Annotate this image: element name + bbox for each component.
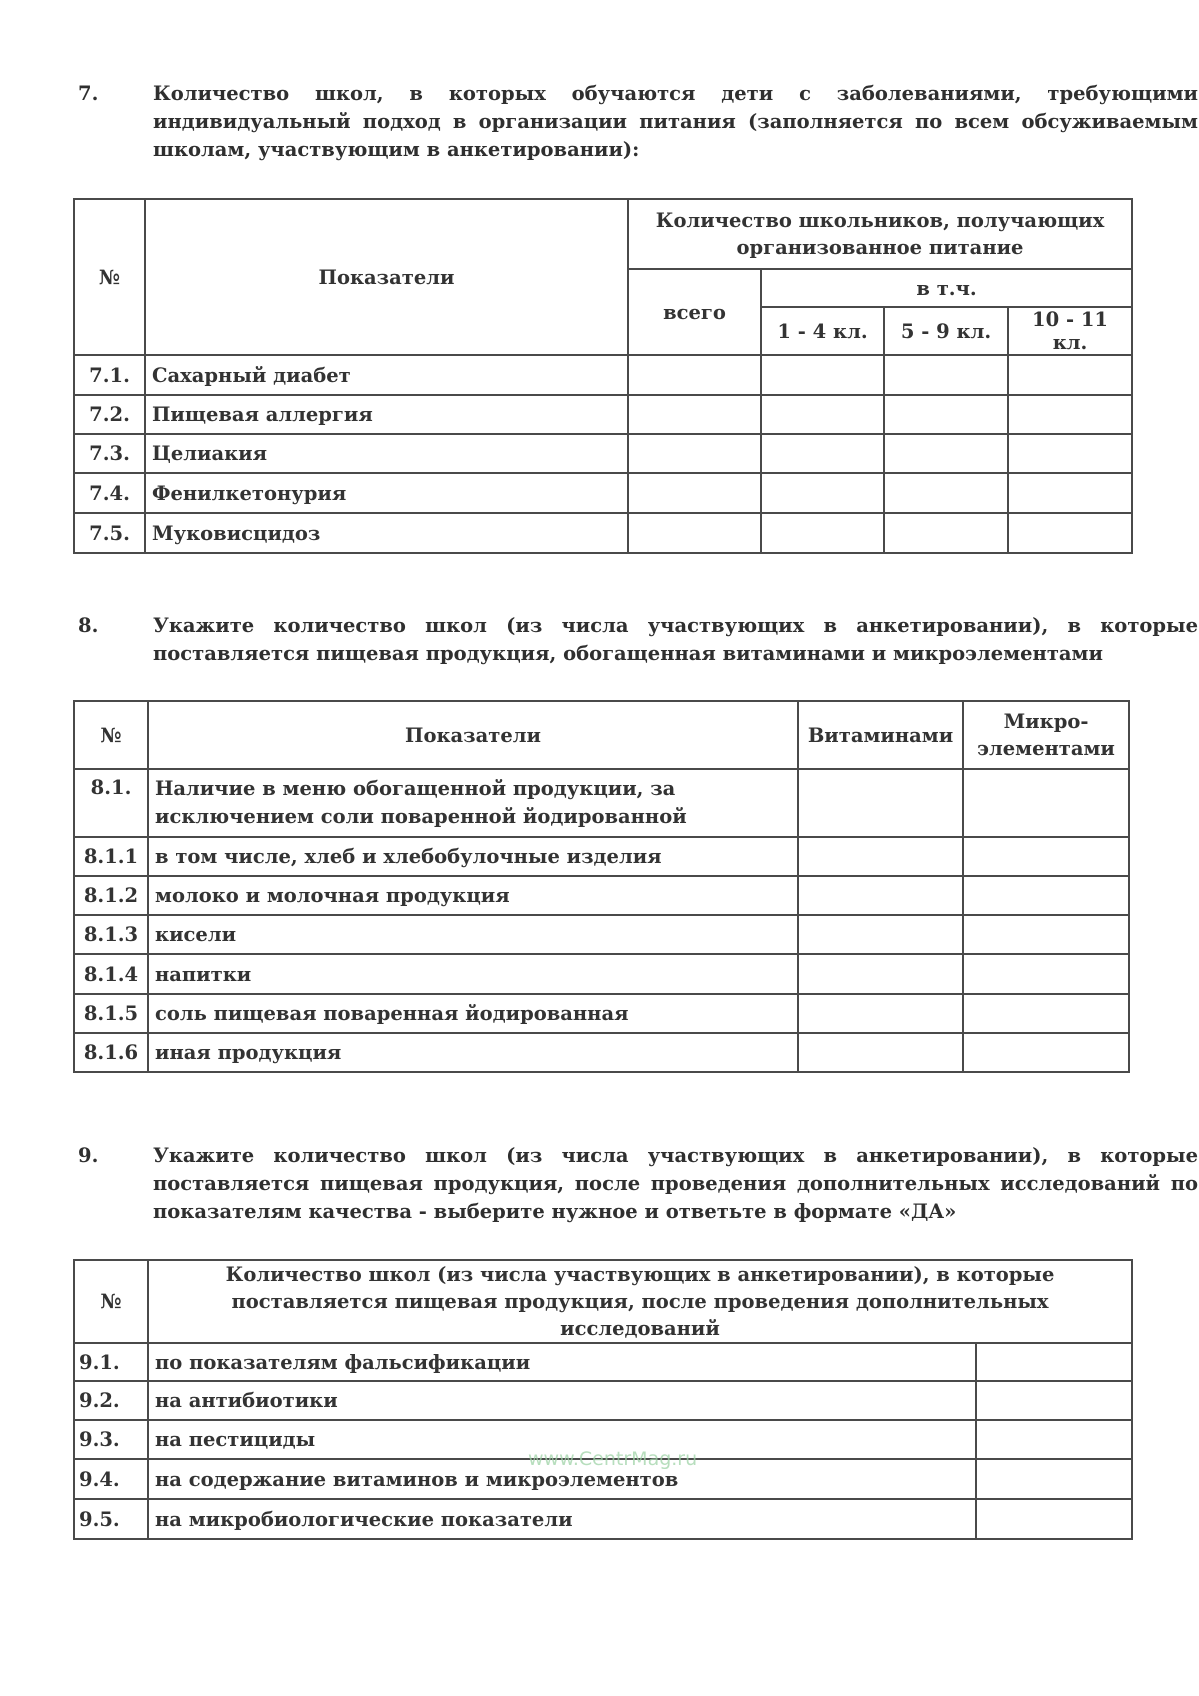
- col-header-grade-10-11: 10 - 11 кл.: [1008, 307, 1132, 355]
- input-cell[interactable]: [761, 355, 884, 395]
- question-number: 8.: [78, 614, 99, 637]
- table-q8: [73, 700, 1130, 1073]
- input-cell[interactable]: [884, 355, 1008, 395]
- row-number: 8.1.3: [74, 915, 148, 954]
- table-row: [74, 1499, 1132, 1539]
- input-cell[interactable]: [628, 355, 761, 395]
- row-label: Целиакия: [145, 434, 628, 473]
- row-label: на антибиотики: [148, 1381, 976, 1420]
- col-header-total: всего: [628, 269, 761, 355]
- input-cell[interactable]: [963, 994, 1129, 1033]
- input-cell[interactable]: [963, 876, 1129, 915]
- table-row: [74, 1343, 1132, 1381]
- table-row: [74, 876, 1129, 915]
- row-number: 9.4.: [74, 1459, 148, 1499]
- row-label: в том числе, хлеб и хлебобулочные изделия: [148, 837, 798, 876]
- row-number: 9.3.: [74, 1420, 148, 1459]
- input-cell[interactable]: [1008, 513, 1132, 553]
- col-header-no: №: [74, 701, 148, 769]
- input-cell[interactable]: [884, 395, 1008, 434]
- col-header-title: Количество школ (из числа участвующих в анкетировании), в которые поставляется пищевая продукция, после проведения дополнительных исследований: [148, 1260, 1132, 1343]
- row-number: 7.5.: [74, 513, 145, 553]
- input-cell[interactable]: [761, 513, 884, 553]
- input-cell[interactable]: [761, 473, 884, 513]
- input-cell[interactable]: [1008, 434, 1132, 473]
- table-row: [74, 954, 1129, 994]
- row-number: 8.1.2: [74, 876, 148, 915]
- input-cell[interactable]: [1008, 395, 1132, 434]
- row-label: Муковисцидоз: [145, 513, 628, 553]
- row-number: 8.1.4: [74, 954, 148, 994]
- input-cell[interactable]: [628, 513, 761, 553]
- table-q9: [73, 1259, 1133, 1540]
- row-label: Наличие в меню обогащенной продукции, за исключением соли поваренной йодированной: [148, 769, 798, 837]
- input-cell[interactable]: [963, 915, 1129, 954]
- input-cell[interactable]: [963, 837, 1129, 876]
- row-number: 7.2.: [74, 395, 145, 434]
- row-label: молоко и молочная продукция: [148, 876, 798, 915]
- input-cell[interactable]: [798, 954, 963, 994]
- question-text: Укажите количество школ (из числа участвующих в анкетировании), в которые поставляется пищевая продукция, обогащенная витаминами и микроэлементами: [153, 614, 1198, 665]
- input-cell[interactable]: [976, 1420, 1132, 1459]
- input-cell[interactable]: [976, 1381, 1132, 1420]
- input-cell[interactable]: [628, 473, 761, 513]
- row-label: кисели: [148, 915, 798, 954]
- table-row: [74, 395, 1132, 434]
- row-number: 8.1.1: [74, 837, 148, 876]
- row-label: на микробиологические показатели: [148, 1499, 976, 1539]
- row-label: на содержание витаминов и микроэлементов: [148, 1459, 976, 1499]
- table-row: [74, 994, 1129, 1033]
- row-label: по показателям фальсификации: [148, 1343, 976, 1381]
- input-cell[interactable]: [884, 473, 1008, 513]
- question-text: Укажите количество школ (из числа участвующих в анкетировании), в которые поставляется пищевая продукция, после проведения дополнительных исследований по показателям качества - выберите нужное и ответьте в формате «ДА»: [153, 1144, 1198, 1223]
- input-cell[interactable]: [628, 395, 761, 434]
- col-header-group: Количество школьников, получающих организованное питание: [628, 199, 1132, 269]
- row-number: 9.5.: [74, 1499, 148, 1539]
- input-cell[interactable]: [798, 837, 963, 876]
- row-number: 8.1.6: [74, 1033, 148, 1072]
- input-cell[interactable]: [963, 769, 1129, 837]
- input-cell[interactable]: [976, 1459, 1132, 1499]
- input-cell[interactable]: [963, 1033, 1129, 1072]
- col-header-incl: в т.ч.: [761, 269, 1132, 307]
- input-cell[interactable]: [884, 513, 1008, 553]
- input-cell[interactable]: [963, 954, 1129, 994]
- input-cell[interactable]: [976, 1499, 1132, 1539]
- table-row: [74, 915, 1129, 954]
- table-q7: [73, 198, 1133, 554]
- row-label: напитки: [148, 954, 798, 994]
- table-row: [74, 434, 1132, 473]
- input-cell[interactable]: [798, 876, 963, 915]
- input-cell[interactable]: [761, 434, 884, 473]
- question-text: Количество школ, в которых обучаются дети с заболеваниями, требующими индивидуальный подход в организации питания (заполняется по всем обсуживаемым школам, участвующим в анкетировании):: [153, 82, 1198, 161]
- col-header-vitamins: Витаминами: [798, 701, 963, 769]
- row-label: соль пищевая поваренная йодированная: [148, 994, 798, 1033]
- input-cell[interactable]: [798, 915, 963, 954]
- col-header-indicators: Показатели: [148, 701, 798, 769]
- col-header-grade-1-4: 1 - 4 кл.: [761, 307, 884, 355]
- row-label: Фенилкетонурия: [145, 473, 628, 513]
- row-label: Пищевая аллергия: [145, 395, 628, 434]
- row-label: Сахарный диабет: [145, 355, 628, 395]
- row-number: 9.1.: [74, 1343, 148, 1381]
- col-header-no: №: [74, 1260, 148, 1343]
- input-cell[interactable]: [884, 434, 1008, 473]
- table-row: [74, 513, 1132, 553]
- row-number: 8.1.: [74, 769, 148, 837]
- question-number: 9.: [78, 1144, 99, 1167]
- watermark: www.CentrMag.ru: [528, 1448, 698, 1470]
- input-cell[interactable]: [1008, 473, 1132, 513]
- col-header-no: №: [74, 199, 145, 355]
- input-cell[interactable]: [798, 769, 963, 837]
- col-header-grade-5-9: 5 - 9 кл.: [884, 307, 1008, 355]
- input-cell[interactable]: [1008, 355, 1132, 395]
- table-row: [74, 473, 1132, 513]
- col-header-indicators: Показатели: [145, 199, 628, 355]
- input-cell[interactable]: [628, 434, 761, 473]
- table-row: [74, 769, 1129, 837]
- table-row: [74, 1381, 1132, 1420]
- row-number: 8.1.5: [74, 994, 148, 1033]
- question-number: 7.: [78, 82, 99, 105]
- table-row: [74, 837, 1129, 876]
- input-cell[interactable]: [761, 395, 884, 434]
- row-number: 7.3.: [74, 434, 145, 473]
- row-label: на пестициды: [148, 1420, 976, 1459]
- input-cell[interactable]: [798, 1033, 963, 1072]
- input-cell[interactable]: [976, 1343, 1132, 1381]
- table-row: [74, 1033, 1129, 1072]
- row-number: 9.2.: [74, 1381, 148, 1420]
- input-cell[interactable]: [798, 994, 963, 1033]
- row-number: 7.4.: [74, 473, 145, 513]
- row-label: иная продукция: [148, 1033, 798, 1072]
- table-row: [74, 355, 1132, 395]
- col-header-microelements: Микро-элементами: [963, 701, 1129, 769]
- row-number: 7.1.: [74, 355, 145, 395]
